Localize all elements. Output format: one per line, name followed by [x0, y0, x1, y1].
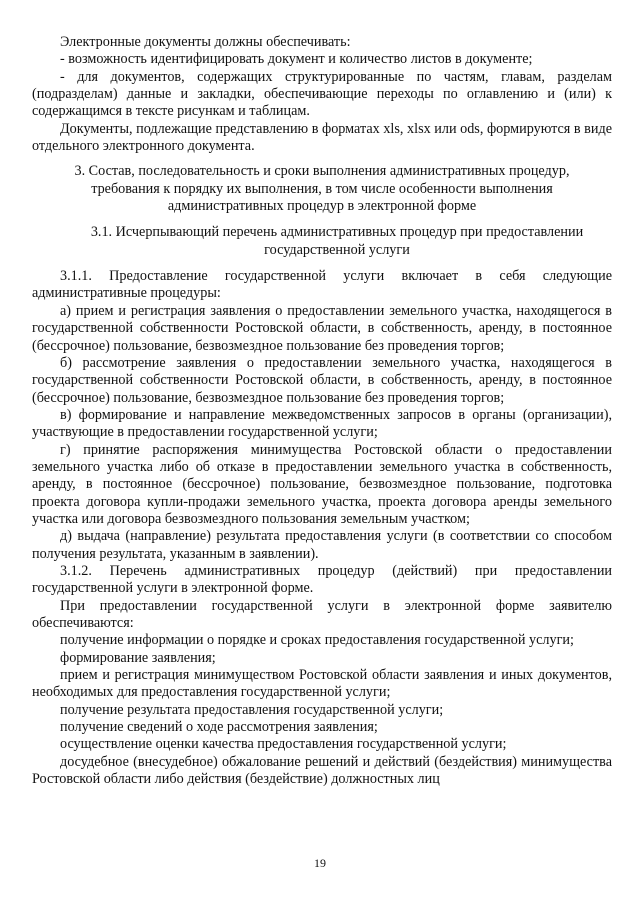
body-paragraph: в) формирование и направление межведомственных запросов в органы (организации), участвующие в предоставлении государственной услуги;	[32, 406, 612, 441]
intro-paragraph: - для документов, содержащих структурированные по частям, главам, разделам (подразделам) данные и закладки, обеспечивающие переходы по оглавлению и (или) к содержащимся в тексте рисункам и таблицам.	[32, 68, 612, 120]
section-heading: 3. Состав, последовательность и сроки выполнения административных процедур, требования к порядку их выполнения, в том числе особенности выполнения административных процедур в электронной форме	[74, 163, 570, 215]
body-paragraph: осуществление оценки качества предоставления государственной услуги;	[60, 736, 507, 753]
body-paragraph: получение результата предоставления государственной услуги;	[60, 701, 444, 718]
body-paragraph: 3.1.2. Перечень административных процедур (действий) при предоставлении государственной услуги в электронной форме.	[32, 562, 612, 597]
intro-paragraph: - возможность идентифицировать документ и количество листов в документе;	[60, 51, 533, 68]
intro-paragraph: Электронные документы должны обеспечивать:	[60, 34, 351, 50]
body-paragraph: формирование заявления;	[60, 649, 216, 666]
body-paragraph: а) прием и регистрация заявления о предоставлении земельного участка, находящегося в государственной собственности Ростовской области, в собственность, аренду, в постоянное (бессрочное) пользование, безвозмездное пользование без проведения торгов;	[32, 302, 612, 354]
body-paragraph: 3.1.1. Предоставление государственной услуги включает в себя следующие административные процедуры:	[32, 268, 612, 302]
body-paragraph: получение информации о порядке и сроках предоставления государственной услуги;	[60, 632, 574, 649]
body-paragraph: При предоставлении государственной услуги в электронной форме заявителю обеспечиваются:	[32, 597, 612, 631]
body-paragraph: досудебное (внесудебное) обжалование решений и действий (бездействия) минимущества Ростовской области либо действия (бездействие) должностных лиц	[32, 753, 612, 788]
subsection-heading: 3.1. Исчерпывающий перечень административных процедур при предоставлении государственной услуги	[90, 224, 584, 258]
intro-paragraph: Документы, подлежащие представлению в форматах xls, xlsx или ods, формируются в виде отдельного электронного документа.	[32, 120, 612, 155]
body-paragraph: б) рассмотрение заявления о предоставлении земельного участка, находящегося в государственной собственности Ростовской области, в собственность, аренду, в постоянное (бессрочное) пользование, безвозмездное пользование без проведения торгов;	[32, 354, 612, 406]
page-number: 19	[314, 856, 326, 870]
body-paragraph: д) выдача (направление) результата предоставления услуги (в соответствии со способом получения результата, указанным в заявлении).	[32, 528, 612, 562]
body-paragraph: получение сведений о ходе рассмотрения заявления;	[60, 719, 378, 736]
document-page	[32, 34, 612, 788]
body-paragraph: прием и регистрация минимуществом Ростовской области заявления и иных документов, необходимых для предоставления государственной услуги;	[32, 667, 612, 701]
body-paragraph: г) принятие распоряжения минимущества Ростовской области о предоставлении земельного участка либо об отказе в предоставлении земельного участка в собственность, аренду, в постоянное (бессрочное) пользование, безвозмездное пользование, подготовка проекта договора купли-продажи земельного участка, проекта договора аренды земельного участка или договора безвозмездного пользования земельным участком;	[32, 441, 612, 527]
